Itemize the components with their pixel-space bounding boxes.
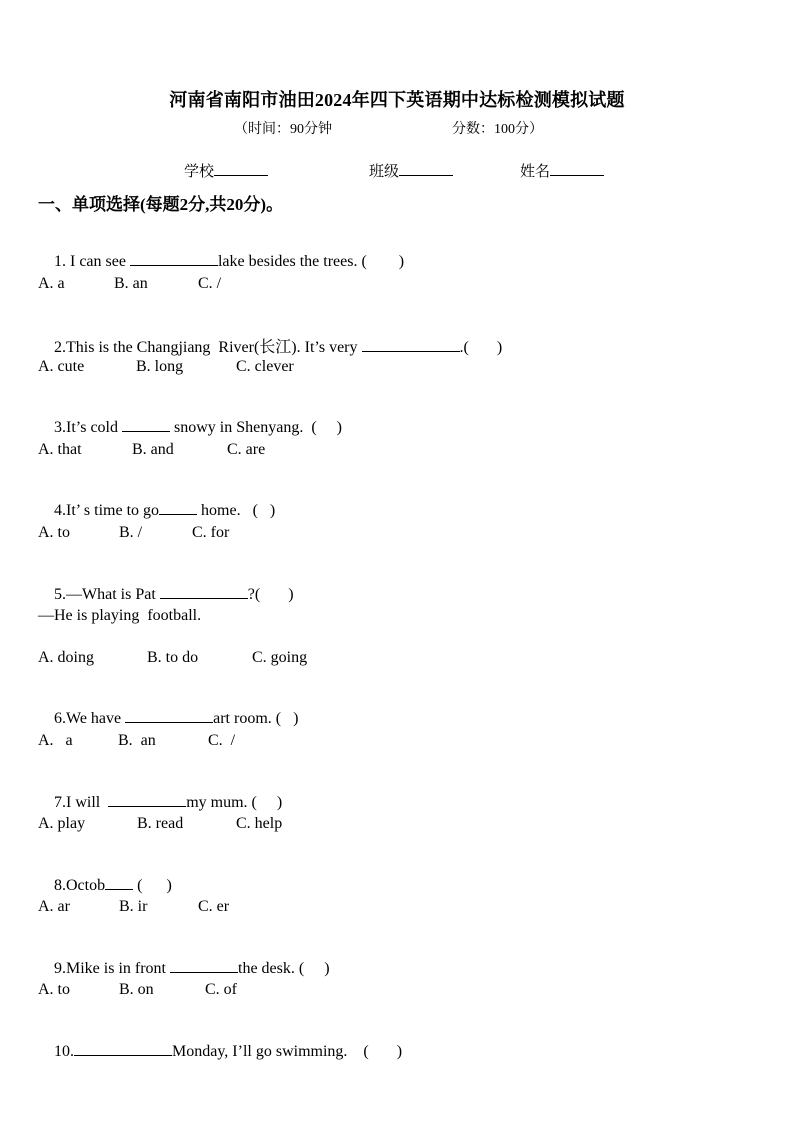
question-5-text-a: 5.—What is Pat [54,586,160,603]
question-4-text-b: home. ( ) [197,502,276,519]
question-5-answer-line: —He is playing football. [38,607,202,624]
question-9-option-a[interactable]: A. to [38,981,70,998]
question-3-option-b[interactable]: B. and [132,441,174,458]
question-2-option-c[interactable]: C. clever [236,358,294,375]
question-5-blank[interactable] [160,584,248,599]
question-7-option-b[interactable]: B. read [137,815,184,832]
question-3 [38,399,342,455]
question-5-option-c[interactable]: C. going [252,649,308,666]
question-7-option-c[interactable]: C. help [236,815,283,832]
question-10-blank[interactable] [74,1041,172,1056]
question-8-option-b[interactable]: B. ir [119,898,148,915]
name-label: 姓名 [520,164,551,180]
question-6-text-b: art room. ( ) [213,710,299,727]
question-2-text-a: 2.This is the Changjiang River(长江). It’s very [54,339,362,356]
question-2-option-a[interactable]: A. cute [38,358,85,375]
question-4-option-b[interactable]: B. / [119,524,143,541]
question-5-option-b[interactable]: B. to do [147,649,199,666]
question-6-text-a: 6.We have [54,710,126,727]
question-7-text-b: my mum. ( ) [186,794,283,811]
section-title: 一、单项选择(每题2分,共20分)。 [38,195,284,214]
school-field [184,160,268,181]
question-7-text-a: 7.I will [54,794,109,811]
class-blank[interactable] [399,161,453,176]
question-6-blank[interactable] [125,708,213,723]
question-3-text-b: snowy in Shenyang. ( ) [170,419,342,436]
name-field [520,160,604,181]
question-4-blank[interactable] [159,500,197,515]
question-8-blank[interactable] [105,875,133,890]
question-8-option-c[interactable]: C. er [198,898,230,915]
question-5-text-b: ?( ) [247,586,294,603]
question-9 [38,940,330,996]
question-6-option-a[interactable]: A. a [38,732,73,749]
question-7-blank[interactable] [108,792,186,807]
page-title: 河南省南阳市油田2024年四下英语期中达标检测模拟试题 [169,90,625,110]
question-2-text-b: .( ) [459,339,503,356]
class-label: 班级 [369,164,400,180]
question-4-option-c[interactable]: C. for [192,524,230,541]
question-8-text-b: ( ) [133,877,172,894]
question-2-option-b[interactable]: B. long [136,358,184,375]
school-blank[interactable] [214,161,268,176]
question-1-text-b: lake besides the trees. ( ) [217,253,405,270]
question-10-text-a: 10. [54,1043,74,1060]
question-1-option-a[interactable]: A. a [38,275,65,292]
question-1-text-a: 1. I can see [54,253,130,270]
question-6-option-b[interactable]: B. an [118,732,156,749]
question-6 [38,690,298,746]
name-blank[interactable] [550,161,604,176]
class-field [369,160,453,181]
question-8-option-a[interactable]: A. ar [38,898,70,915]
question-9-text-a: 9.Mike is in front [54,960,170,977]
question-4-text-a: 4.It’ s time to go [54,502,160,519]
question-5-option-a[interactable]: A. doing [38,649,94,666]
exam-score: 分数：100分） [452,122,543,137]
question-4 [38,482,275,538]
question-6-option-c[interactable]: C. / [208,732,236,749]
question-9-text-b: the desk. ( ) [238,960,330,977]
question-2-blank[interactable] [362,337,460,352]
exam-time: （时间：90分钟 [234,122,332,137]
school-label: 学校 [184,164,215,180]
question-7-option-a[interactable]: A. play [38,815,86,832]
question-9-blank[interactable] [170,958,238,973]
question-3-blank[interactable] [122,417,170,432]
question-1-option-c[interactable]: C. / [198,275,222,292]
question-10 [38,1023,402,1079]
question-9-option-b[interactable]: B. on [119,981,154,998]
question-10-text-b: Monday, I’ll go swimming. ( ) [172,1043,403,1060]
question-3-option-a[interactable]: A. that [38,441,82,458]
question-3-option-c[interactable]: C. are [227,441,266,458]
question-9-option-c[interactable]: C. of [205,981,237,998]
question-1-blank[interactable] [130,251,218,266]
question-4-option-a[interactable]: A. to [38,524,70,541]
question-1-option-b[interactable]: B. an [114,275,148,292]
question-8-text-a: 8.Octob [54,877,106,894]
question-3-text-a: 3.It’s cold [54,419,122,436]
